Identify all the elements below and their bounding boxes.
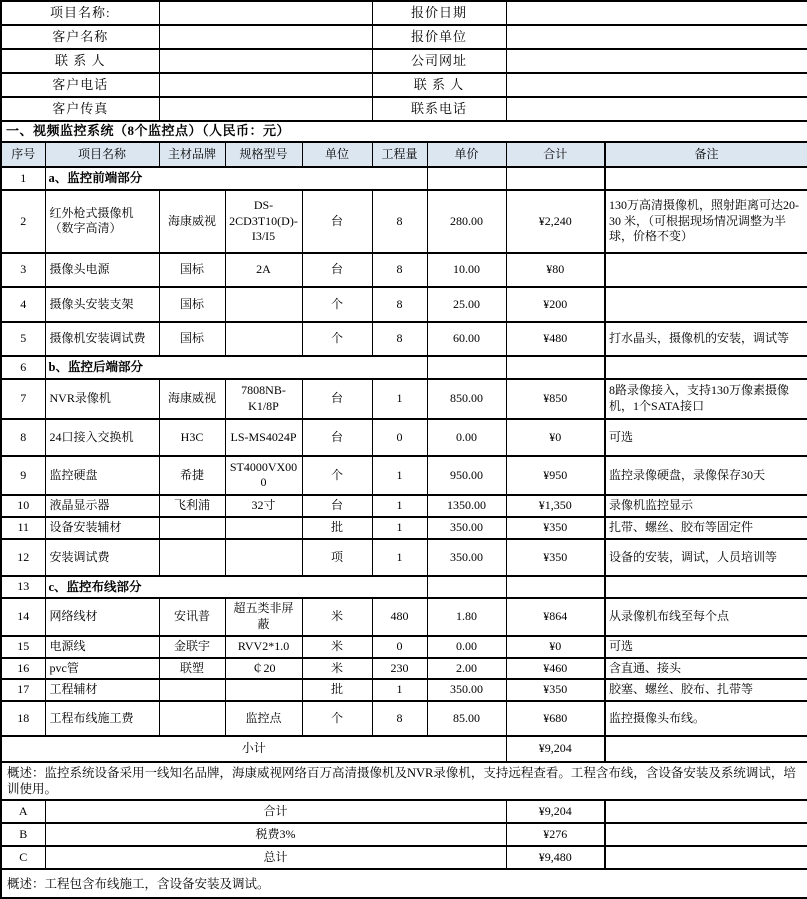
- col-header-unit-price: 单价: [427, 142, 506, 167]
- cell-name: 24口接入交换机: [45, 419, 159, 456]
- cell-total: [506, 576, 605, 598]
- cell-spec: 32寸: [225, 495, 302, 517]
- cell-total: ¥2,240: [506, 190, 605, 253]
- cell-unit: 个: [302, 322, 372, 356]
- cell-spec: 2A: [225, 253, 302, 287]
- cell-total: ¥200: [506, 287, 605, 322]
- col-header-item-name: 项目名称: [45, 142, 159, 167]
- header-field-row: [1, 97, 807, 121]
- table-row: [1, 539, 807, 576]
- cell-total: ¥80: [506, 253, 605, 287]
- table-row: [1, 253, 807, 287]
- table-row: [1, 495, 807, 517]
- cell-brand: 海康威视: [159, 379, 225, 419]
- header-field-row: [1, 1, 807, 25]
- subtotal-value: ¥9,204: [506, 736, 605, 762]
- cell-brand: 金联宇: [159, 636, 225, 658]
- cell-seq: 2: [1, 190, 45, 253]
- cell-total: ¥350: [506, 679, 605, 701]
- table-row: [1, 679, 807, 701]
- customer-phone-label: 客户电话: [1, 73, 159, 97]
- customer-phone-value: [159, 73, 372, 97]
- cell-price: 2.00: [427, 658, 506, 679]
- col-header-seq: 序号: [1, 142, 45, 167]
- cell-total: ¥850: [506, 379, 605, 419]
- col-header-quantity: 工程量: [372, 142, 427, 167]
- cell-unit: 米: [302, 658, 372, 679]
- cell-unit: 台: [302, 253, 372, 287]
- cell-spec: 监控点: [225, 701, 302, 736]
- cell-spec: ST4000VX000: [225, 456, 302, 495]
- total-label: 合计: [45, 800, 506, 823]
- total-label: 税费3%: [45, 823, 506, 846]
- cell-brand: 国标: [159, 253, 225, 287]
- cell-price: 0.00: [427, 419, 506, 456]
- cell-brand: 安讯普: [159, 598, 225, 636]
- cell-note: 含直通、接头: [605, 658, 807, 679]
- table-row: [1, 598, 807, 636]
- total-code: C: [1, 846, 45, 869]
- cell-qty: 0: [372, 636, 427, 658]
- total-value: ¥9,204: [506, 800, 605, 823]
- cell-seq: 9: [1, 456, 45, 495]
- cell-spec: [225, 322, 302, 356]
- cell-note: 录像机监控显示: [605, 495, 807, 517]
- total-row-a: [1, 800, 807, 823]
- table-row: [1, 287, 807, 322]
- section-name: b、监控后端部分: [45, 356, 427, 379]
- cell-name: 设备安装辅材: [45, 517, 159, 539]
- cell-note: 扎带、螺丝、胶布等固定件: [605, 517, 807, 539]
- table-row: [1, 419, 807, 456]
- cell-price: [427, 356, 506, 379]
- cell-qty: 8: [372, 322, 427, 356]
- project-name-value: [159, 1, 372, 25]
- cell-spec: [225, 517, 302, 539]
- total-row-b: [1, 823, 807, 846]
- cell-seq: 10: [1, 495, 45, 517]
- cell-unit: 米: [302, 636, 372, 658]
- cell-seq: 6: [1, 356, 45, 379]
- cell-price: 280.00: [427, 190, 506, 253]
- cell-total: ¥480: [506, 322, 605, 356]
- total-row-c: [1, 846, 807, 869]
- total-code: B: [1, 823, 45, 846]
- section-title: 一、视频监控系统（8个监控点）（人民币：元）: [1, 121, 807, 142]
- total-note: [605, 823, 807, 846]
- cell-note: 监控摄像头布线。: [605, 701, 807, 736]
- cell-seq: 13: [1, 576, 45, 598]
- cell-name: 工程布线施工费: [45, 701, 159, 736]
- cell-price: 1350.00: [427, 495, 506, 517]
- cell-name: 摄像头安装支架: [45, 287, 159, 322]
- cell-brand: 国标: [159, 287, 225, 322]
- cell-seq: 15: [1, 636, 45, 658]
- project-name-label: 项目名称:: [1, 1, 159, 25]
- company-website-label: 公司网址: [372, 49, 506, 73]
- cell-unit: 台: [302, 495, 372, 517]
- cell-qty: 480: [372, 598, 427, 636]
- cell-spec: [225, 539, 302, 576]
- contact-person-left-value: [159, 49, 372, 73]
- cell-spec: 7808NB-K1/8P: [225, 379, 302, 419]
- table-header-row: [1, 142, 807, 167]
- cell-seq: 3: [1, 253, 45, 287]
- col-header-unit: 单位: [302, 142, 372, 167]
- cell-total: ¥864: [506, 598, 605, 636]
- cell-qty: 230: [372, 658, 427, 679]
- cell-name: 摄像机安装调试费: [45, 322, 159, 356]
- subtotal-label: 小计: [1, 736, 506, 762]
- cell-unit: 个: [302, 456, 372, 495]
- cell-price: 1.80: [427, 598, 506, 636]
- cell-unit: 米: [302, 598, 372, 636]
- cell-brand: 飞利浦: [159, 495, 225, 517]
- subtotal-note: [605, 736, 807, 762]
- cell-price: 350.00: [427, 679, 506, 701]
- cell-note: [605, 356, 807, 379]
- cell-spec: 超五类非屏蔽: [225, 598, 302, 636]
- customer-fax-value: [159, 97, 372, 121]
- total-value: ¥9,480: [506, 846, 605, 869]
- contact-person-left-label: 联 系 人: [1, 49, 159, 73]
- summary-note-row: [1, 869, 807, 898]
- cell-note: [605, 253, 807, 287]
- cell-price: 350.00: [427, 539, 506, 576]
- summary-note-2: 概述：工程包含布线施工，含设备安装及调试。: [1, 869, 807, 898]
- contact-person-right-value: [506, 73, 807, 97]
- cell-seq: 4: [1, 287, 45, 322]
- customer-name-value: [159, 25, 372, 49]
- cell-note: [605, 167, 807, 190]
- contact-phone-label: 联系电话: [372, 97, 506, 121]
- quote-date-label: 报价日期: [372, 1, 506, 25]
- cell-note: 从录像机布线至每个点: [605, 598, 807, 636]
- table-row: [1, 517, 807, 539]
- cell-qty: 8: [372, 253, 427, 287]
- cell-seq: 5: [1, 322, 45, 356]
- cell-brand: [159, 701, 225, 736]
- cell-price: [427, 167, 506, 190]
- cell-spec: DS-2CD3T10(D)-I3/I5: [225, 190, 302, 253]
- total-code: A: [1, 800, 45, 823]
- cell-unit: 个: [302, 701, 372, 736]
- cell-total: ¥0: [506, 419, 605, 456]
- cell-total: ¥350: [506, 539, 605, 576]
- cell-qty: 1: [372, 379, 427, 419]
- cell-seq: 14: [1, 598, 45, 636]
- col-header-brand: 主材品牌: [159, 142, 225, 167]
- table-row: [1, 322, 807, 356]
- cell-price: [427, 576, 506, 598]
- cell-unit: 台: [302, 190, 372, 253]
- table-row: [1, 190, 807, 253]
- cell-qty: 1: [372, 456, 427, 495]
- cell-brand: 海康威视: [159, 190, 225, 253]
- table-row: [1, 701, 807, 736]
- contact-person-right-label: 联 系 人: [372, 73, 506, 97]
- cell-unit: 批: [302, 517, 372, 539]
- company-website-value: [506, 49, 807, 73]
- cell-seq: 18: [1, 701, 45, 736]
- cell-seq: 16: [1, 658, 45, 679]
- cell-total: [506, 167, 605, 190]
- cell-brand: H3C: [159, 419, 225, 456]
- section-name: c、监控布线部分: [45, 576, 427, 598]
- quote-company-value: [506, 25, 807, 49]
- cell-total: ¥0: [506, 636, 605, 658]
- cell-name: 电源线: [45, 636, 159, 658]
- col-header-total: 合计: [506, 142, 605, 167]
- cell-price: 950.00: [427, 456, 506, 495]
- cell-brand: [159, 517, 225, 539]
- quote-company-label: 报价单位: [372, 25, 506, 49]
- cell-note: [605, 287, 807, 322]
- customer-fax-label: 客户传真: [1, 97, 159, 121]
- cell-spec: ￠20: [225, 658, 302, 679]
- table-row: [1, 456, 807, 495]
- cell-brand: [159, 679, 225, 701]
- cell-brand: 联塑: [159, 658, 225, 679]
- cell-qty: 1: [372, 539, 427, 576]
- cell-total: ¥950: [506, 456, 605, 495]
- cell-note: 130万高清摄像机，照射距离可达20-30 米，（可根据现场情况调整为半球，价格不变）: [605, 190, 807, 253]
- section-row: [1, 167, 807, 190]
- cell-seq: 7: [1, 379, 45, 419]
- cell-seq: 1: [1, 167, 45, 190]
- header-field-row: [1, 49, 807, 73]
- cell-price: 85.00: [427, 701, 506, 736]
- header-field-row: [1, 73, 807, 97]
- cell-seq: 12: [1, 539, 45, 576]
- cell-brand: 国标: [159, 322, 225, 356]
- cell-total: ¥1,350: [506, 495, 605, 517]
- cell-name: 红外枪式摄像机（数字高清）: [45, 190, 159, 253]
- cell-qty: 8: [372, 701, 427, 736]
- cell-name: 摄像头电源: [45, 253, 159, 287]
- cell-qty: 0: [372, 419, 427, 456]
- cell-name: 监控硬盘: [45, 456, 159, 495]
- cell-unit: 台: [302, 419, 372, 456]
- cell-note: 监控录像硬盘，录像保存30天: [605, 456, 807, 495]
- quote-date-value: [506, 1, 807, 25]
- total-value: ¥276: [506, 823, 605, 846]
- cell-name: pvc管: [45, 658, 159, 679]
- col-header-spec: 规格型号: [225, 142, 302, 167]
- cell-name: 安装调试费: [45, 539, 159, 576]
- cell-price: 25.00: [427, 287, 506, 322]
- cell-qty: 8: [372, 287, 427, 322]
- cell-note: 打水晶头，摄像机的安装，调试等: [605, 322, 807, 356]
- cell-name: 液晶显示器: [45, 495, 159, 517]
- cell-name: 网络线材: [45, 598, 159, 636]
- cell-seq: 11: [1, 517, 45, 539]
- cell-qty: 8: [372, 190, 427, 253]
- cell-unit: 批: [302, 679, 372, 701]
- cell-note: 可选: [605, 419, 807, 456]
- cell-price: 850.00: [427, 379, 506, 419]
- section-name: a、监控前端部分: [45, 167, 427, 190]
- cell-note: 设备的安装，调试，人员培训等: [605, 539, 807, 576]
- cell-seq: 8: [1, 419, 45, 456]
- cell-total: ¥680: [506, 701, 605, 736]
- contact-phone-value: [506, 97, 807, 121]
- cell-price: 350.00: [427, 517, 506, 539]
- cell-unit: 个: [302, 287, 372, 322]
- section-row: [1, 356, 807, 379]
- summary-note-row: [1, 762, 807, 801]
- cell-price: 60.00: [427, 322, 506, 356]
- cell-brand: [159, 539, 225, 576]
- cell-name: 工程辅材: [45, 679, 159, 701]
- cell-note: [605, 576, 807, 598]
- cell-spec: [225, 679, 302, 701]
- cell-total: ¥460: [506, 658, 605, 679]
- header-field-row: [1, 25, 807, 49]
- cell-price: 10.00: [427, 253, 506, 287]
- table-row: [1, 379, 807, 419]
- cell-seq: 17: [1, 679, 45, 701]
- cell-note: 8路录像接入，支持130万像素摄像机，1个SATA接口: [605, 379, 807, 419]
- total-note: [605, 846, 807, 869]
- cell-spec: RVV2*1.0: [225, 636, 302, 658]
- cell-unit: 项: [302, 539, 372, 576]
- cell-note: 胶塞、螺丝、胶布、扎带等: [605, 679, 807, 701]
- customer-name-label: 客户名称: [1, 25, 159, 49]
- cell-spec: LS-MS4024P: [225, 419, 302, 456]
- cell-name: NVR录像机: [45, 379, 159, 419]
- cell-qty: 1: [372, 495, 427, 517]
- cell-brand: 希捷: [159, 456, 225, 495]
- cell-note: 可选: [605, 636, 807, 658]
- cell-price: 0.00: [427, 636, 506, 658]
- table-row: [1, 636, 807, 658]
- summary-note-1: 概述：监控系统设备采用一线知名品牌，海康威视网络百万高清摄像机及NVR录像机，支持远程查看。工程含布线，含设备安装及系统调试，培训使用。: [1, 762, 807, 801]
- subtotal-row: [1, 736, 807, 762]
- cell-total: [506, 356, 605, 379]
- section-row: [1, 576, 807, 598]
- col-header-remark: 备注: [605, 142, 807, 167]
- cell-unit: 台: [302, 379, 372, 419]
- total-note: [605, 800, 807, 823]
- table-row: [1, 658, 807, 679]
- cell-qty: 1: [372, 517, 427, 539]
- cell-spec: [225, 287, 302, 322]
- total-label: 总计: [45, 846, 506, 869]
- cell-total: ¥350: [506, 517, 605, 539]
- cell-qty: 1: [372, 679, 427, 701]
